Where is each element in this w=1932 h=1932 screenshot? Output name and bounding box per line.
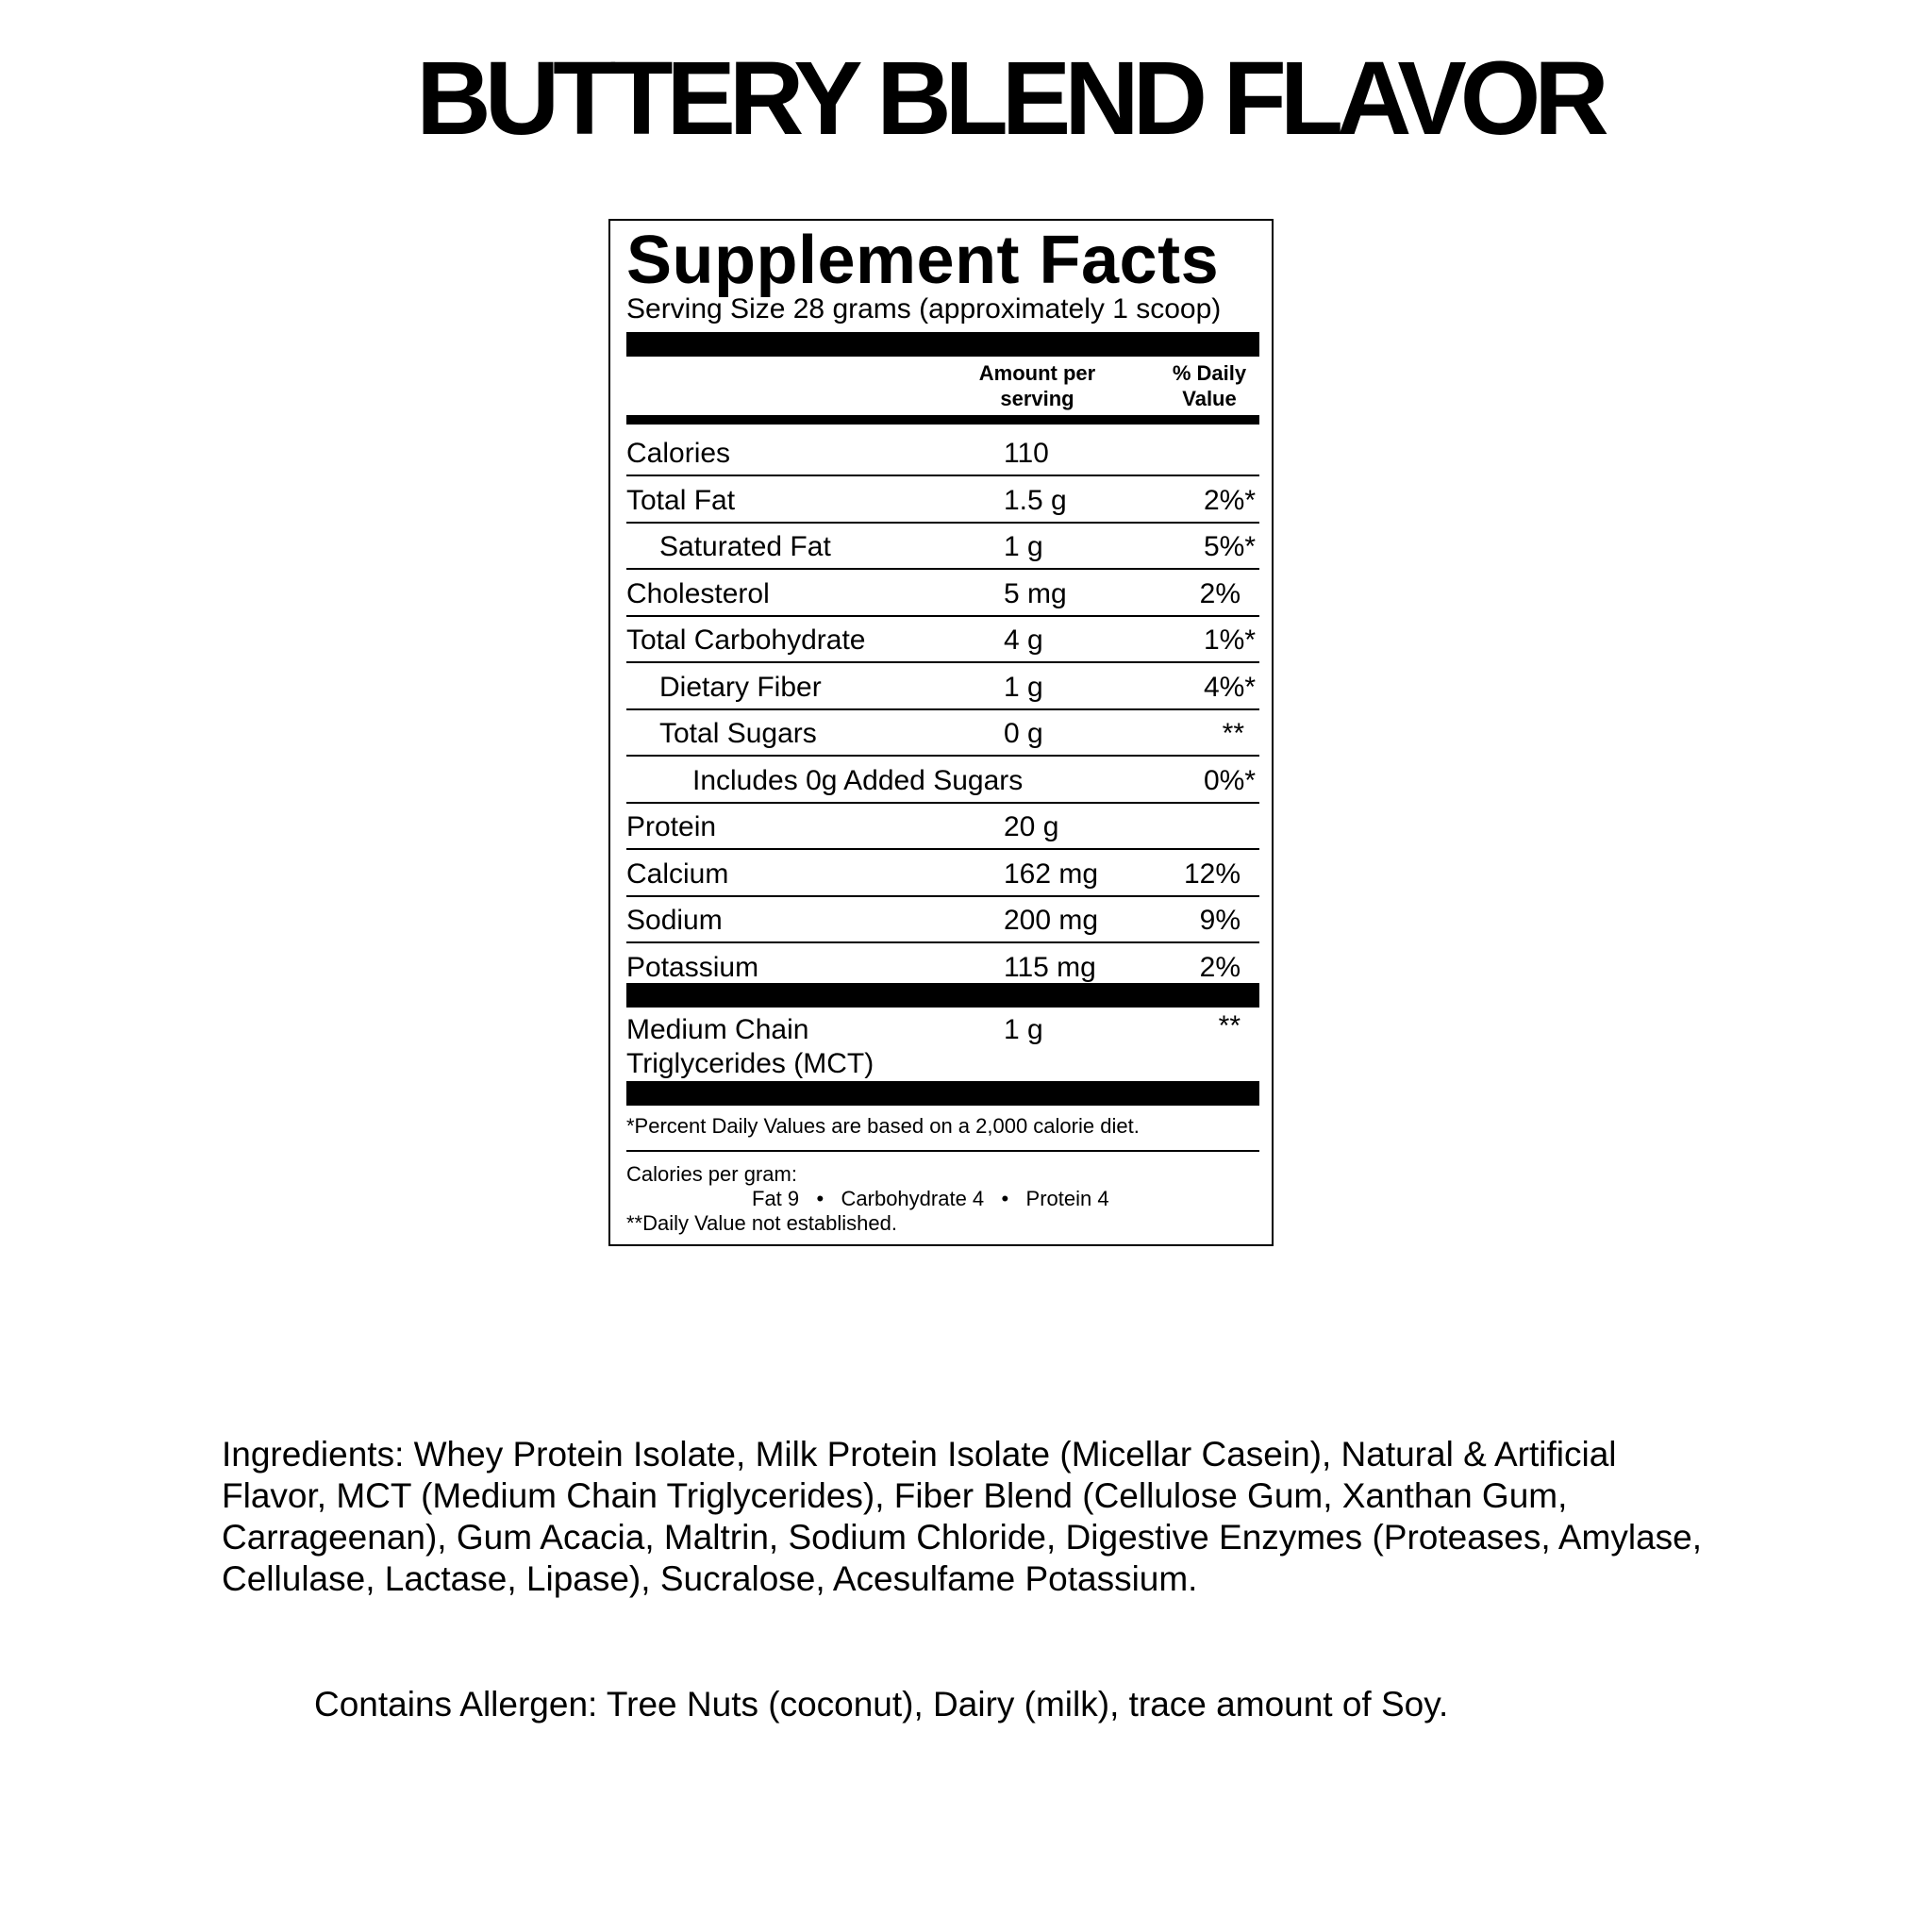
- nutrient-name: Includes 0g Added Sugars: [692, 764, 1024, 796]
- calories-per-gram-values: Fat 9 • Carbohydrate 4 • Protein 4: [752, 1187, 1109, 1210]
- serving-size: Serving Size 28 grams (approximately 1 scoop): [626, 293, 1222, 325]
- nutrient-amount: 162 mg: [1004, 858, 1099, 890]
- nutrient-daily-value: 12%: [1183, 858, 1241, 890]
- nutrient-amount: 20 g: [1004, 811, 1059, 842]
- nutrient-row: [626, 430, 1259, 476]
- nutrient-daily-value: 1%*: [1203, 625, 1256, 656]
- nutrient-amount: 115 mg: [1004, 951, 1096, 983]
- nutrient-name: Total Sugars: [659, 718, 817, 749]
- nutrient-name: Sodium: [626, 905, 723, 936]
- ingredients-list: Ingredients: Whey Protein Isolate, Milk Protein Isolate (Micellar Casein), Natural & Artificial Flavor, MCT (Medium Chain Triglycerides), Fiber Blend (Cellulose Gum, Xanthan Gum, Carrageenan), Gum Acacia, Maltrin, Sodium Chloride, Digestive Enzymes (Proteases, Amylase, Cellulase, Lactase, Lipase), Sucralose, Acesulfame Potassium.: [222, 1435, 1703, 1598]
- column-header-amount: Amount per serving: [978, 361, 1096, 410]
- thick-divider: [626, 983, 1259, 1008]
- nutrient-name: Calcium: [626, 858, 729, 890]
- product-flavor-heading: BUTTERY BLEND FLAVOR: [416, 41, 1603, 157]
- nutrient-amount: 1.5 g: [1004, 484, 1067, 516]
- thick-divider: [626, 332, 1259, 357]
- daily-value-footnote: *Percent Daily Values are based on a 2,000 calorie diet.: [626, 1114, 1140, 1138]
- nutrient-amount: 0 g: [1004, 718, 1043, 749]
- nutrient-name: Calories: [626, 438, 731, 469]
- nutrient-daily-value: 2%: [1199, 951, 1241, 983]
- nutrient-row: [626, 477, 1259, 524]
- nutrient-name: Total Fat: [626, 484, 736, 516]
- nutrient-amount: 110: [1004, 438, 1049, 469]
- nutrient-daily-value: 9%: [1199, 905, 1241, 936]
- nutrient-name: Protein: [626, 811, 717, 842]
- supplement-facts-panel: [608, 219, 1274, 1246]
- nutrient-daily-value: 5%*: [1203, 531, 1256, 562]
- nutrient-daily-value: 0%*: [1203, 764, 1256, 796]
- nutrient-row: [626, 664, 1259, 710]
- nutrient-name: Potassium: [626, 951, 759, 983]
- nutrient-amount: 5 mg: [1004, 577, 1067, 609]
- nutrient-daily-value: **: [1222, 718, 1244, 749]
- nutrient-row: [626, 851, 1259, 897]
- nutrient-row: [626, 804, 1259, 850]
- panel-title: Supplement Facts: [626, 223, 1220, 298]
- nutrient-amount: 1 g: [1004, 671, 1043, 703]
- nutrient-row: [626, 710, 1259, 757]
- nutrient-row: [626, 571, 1259, 617]
- header-divider: [626, 415, 1259, 425]
- nutrient-daily-value: 2%: [1199, 577, 1241, 609]
- nutrient-amount: 200 mg: [1004, 905, 1099, 936]
- mct-daily-value: **: [1218, 1010, 1241, 1041]
- daily-value-not-established: **Daily Value not established.: [626, 1211, 897, 1235]
- nutrient-name: Dietary Fiber: [659, 671, 822, 703]
- nutrient-row: [626, 617, 1259, 663]
- nutrient-daily-value: 2%*: [1203, 484, 1256, 516]
- mct-amount: 1 g: [1004, 1014, 1043, 1045]
- thick-divider: [626, 1081, 1259, 1106]
- nutrient-row: [626, 897, 1259, 943]
- nutrient-amount: 4 g: [1004, 625, 1043, 656]
- footnote-divider: [626, 1150, 1259, 1152]
- mct-name: Medium Chain Triglycerides (MCT): [626, 1014, 874, 1079]
- nutrient-row: [626, 524, 1259, 570]
- calories-per-gram-label: Calories per gram:: [626, 1162, 797, 1186]
- column-header-daily-value: % Daily Value: [1172, 361, 1247, 410]
- allergen-statement: Contains Allergen: Tree Nuts (coconut), Dairy (milk), trace amount of Soy.: [314, 1685, 1449, 1724]
- nutrient-amount: 1 g: [1004, 531, 1043, 562]
- nutrient-daily-value: 4%*: [1203, 671, 1256, 703]
- nutrient-name: Total Carbohydrate: [626, 625, 866, 656]
- nutrient-name: Saturated Fat: [659, 531, 831, 562]
- nutrient-row: [626, 758, 1259, 804]
- nutrient-name: Cholesterol: [626, 577, 770, 609]
